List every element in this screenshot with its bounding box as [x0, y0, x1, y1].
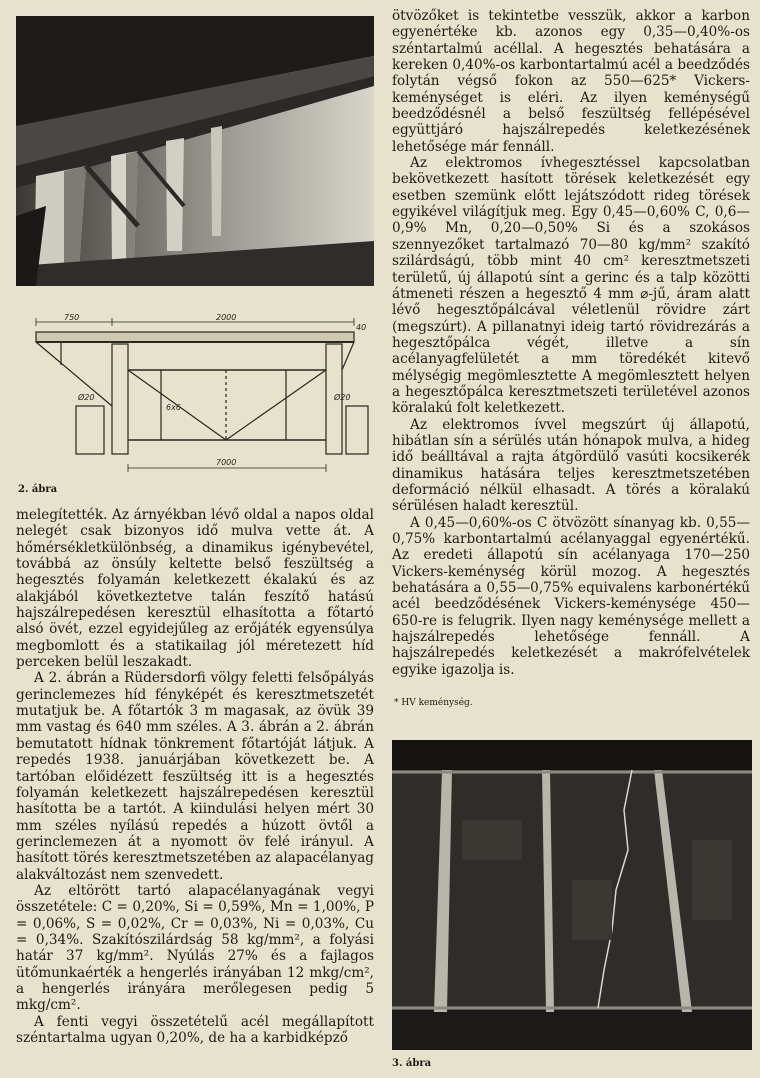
- detail-label-b: Ø20: [334, 393, 351, 402]
- left-paragraph-3: Az eltörött tartó alapacélanyagának vegyi összetétele: C = 0,20%, Si = 0,59%, Mn = 1,00%, P = 0,06%, S = 0,02%, Cr = 0,03%, Ni = 0,03%, Cu = 0,34%. Szakítószilárdság 58 kg/mm², a folyási határ 37 kg/mm². Nyúlás 27% és a fajlagos ütőmunkaérték a hengerlés irányában 12 mkg/cm², a hengerlés irányára merőlegesen pedig 5 mkg/cm².: [16, 882, 374, 1014]
- right-paragraph-3: Az elektromos ívvel megszúrt új állapotú, hibátlan sín a sérülés után hónapok mulva, a hideg idő beálltával a rajta átgördülő vasúti kocsikerék dinamikus hatására teljes keresztmetszetében deformáció nélkül elhasadt. A törés a köralakú sérülésen haladt keresztül.: [392, 416, 750, 515]
- dim-label-2: 2000: [216, 313, 237, 322]
- bridge-photo: [16, 16, 374, 286]
- left-paragraph-4: A fenti vegyi összetételű acél megállapított széntartalma ugyan 0,20%, de ha a karbidképző: [16, 1013, 374, 1046]
- right-column-text: [392, 8, 750, 678]
- dim-label-3: 40: [356, 323, 367, 332]
- footnote: * HV keménység.: [394, 698, 473, 708]
- girder-crack-image: [392, 740, 752, 1050]
- detail-label-c: 6x6: [166, 403, 181, 412]
- right-paragraph-4: A 0,45—0,60%-os C ötvözött sínanyag kb. 0,55—0,75% karbontartalmú acélanyaggal egyenértékű. Az eredeti állapotú sín acélanyaga 170—250 Vickers-keménység körül mozog. A hegesztés behatására a 0,55—0,75% equivalens karbonértékű acél beedződésének Vickers-keménysége 450—650-re is felugrik. Ilyen nagy keménysége mellett a hajszálrepedés lehetősége fennáll. A hajszálrepedés keletkezését a makrófelvételek egyike igazolja is.: [392, 514, 750, 678]
- cross-section-drawing: [16, 310, 376, 480]
- right-paragraph-1: ötvözőket is tekintetbe vesszük, akkor a karbon egyenértéke kb. azonos egy 0,35—0,40%-os széntartalmú acéllal. A hegesztés behatására a kereken 0,40%-os karbontartalmú acél a beedződés folytán végső fokon az 550—625* Vickers-keménységet is eléri. Az ilyen keménységű beedződésnél a belső feszültség fellépésével együttjáró hajszálrepedés keletkezésének lehetősége már fennáll.: [392, 8, 750, 155]
- left-paragraph-2: A 2. ábrán a Rüdersdorfi völgy feletti felsőpályás gerinclemezes híd fényképét és keresztmetszetét mutatjuk be. A főtartók 3 m magasak, az övük 39 mm vastag és 640 mm széles. A 3. ábrán a 2. ábrán bemutatott hídnak tönkrement főtartóját látjuk. A repedés 1938. januárjában következett be. A tartóban előidézett feszültség itt is a hegesztés folyamán keletkezett hajszálrepedésen keresztül hasította be a tartót. A kiindulási helyen mért 30 mm széles nyílású repedés a húzott övtől a gerinclemezen át a nyomott öv felé irányul. A hasított törés keresztmetszetében az alapacélanyag alakváltozást nem szenvedett.: [16, 670, 374, 883]
- left-paragraph-1: melegítették. Az árnyékban lévő oldal a napos oldal nelegét csak bizonyos idő mulva vette át. A hőmérsékletkülönbség, a dinamikus igénybevétel, továbbá az önsúly keltette belső feszültség a hegesztés folyamán keletkezett ékalakú és az alakjából következtetve talán feszítő hatású hajszálrepedésen keresztül elhasította a főtartó alsó övét, ezzel egyidejűleg az erőjáték egyensúlya megbomlott és a statikailag jól méretezett híd perceken belül leszakadt.: [16, 507, 374, 671]
- figure3-caption: 3. ábra: [392, 1058, 432, 1069]
- dim-label-4: 7000: [216, 458, 237, 467]
- figure2-caption: 2. ábra: [18, 484, 58, 495]
- detail-label-a: Ø20: [78, 393, 95, 402]
- cross-section-svg: [16, 310, 376, 480]
- right-paragraph-2: Az elektromos ívhegesztéssel kapcsolatban bekövetkezett hasított törések keletkezését egy esetben szemünk előtt lejátszódott rideg törések egyikével világítjuk meg. Egy 0,45—0,60% C, 0,6—0,9% Mn, 0,20—0,50% Si és a szokásos szennyezőket tartalmazó 70—80 kg/mm² szakító szilárdságú, több mint 40 cm² keresztmetszeti területű, új állapotú sínt a gerinc és a talp közötti átmeneti részen a hegesztő 4 mm ⌀-jű, áram alatt lévő hegesztőpálcával véletlenül rövidre zárt (megszúrt). A pillanatnyi ideig tartó rövidrezárás a hegesztőpálca végét, illetve a sín acélanyagfelületét a mm töredékét kitevő mélységig megömlesztette A megömlesztett helyen a hegesztőpálca keresztmetszeti területével azonos köralakú folt keletkezett.: [392, 155, 750, 417]
- girder-crack-photo: [392, 740, 752, 1050]
- left-column-text: [16, 507, 374, 1046]
- dim-label-1: 750: [64, 313, 80, 322]
- bridge-photo-image: [16, 16, 374, 286]
